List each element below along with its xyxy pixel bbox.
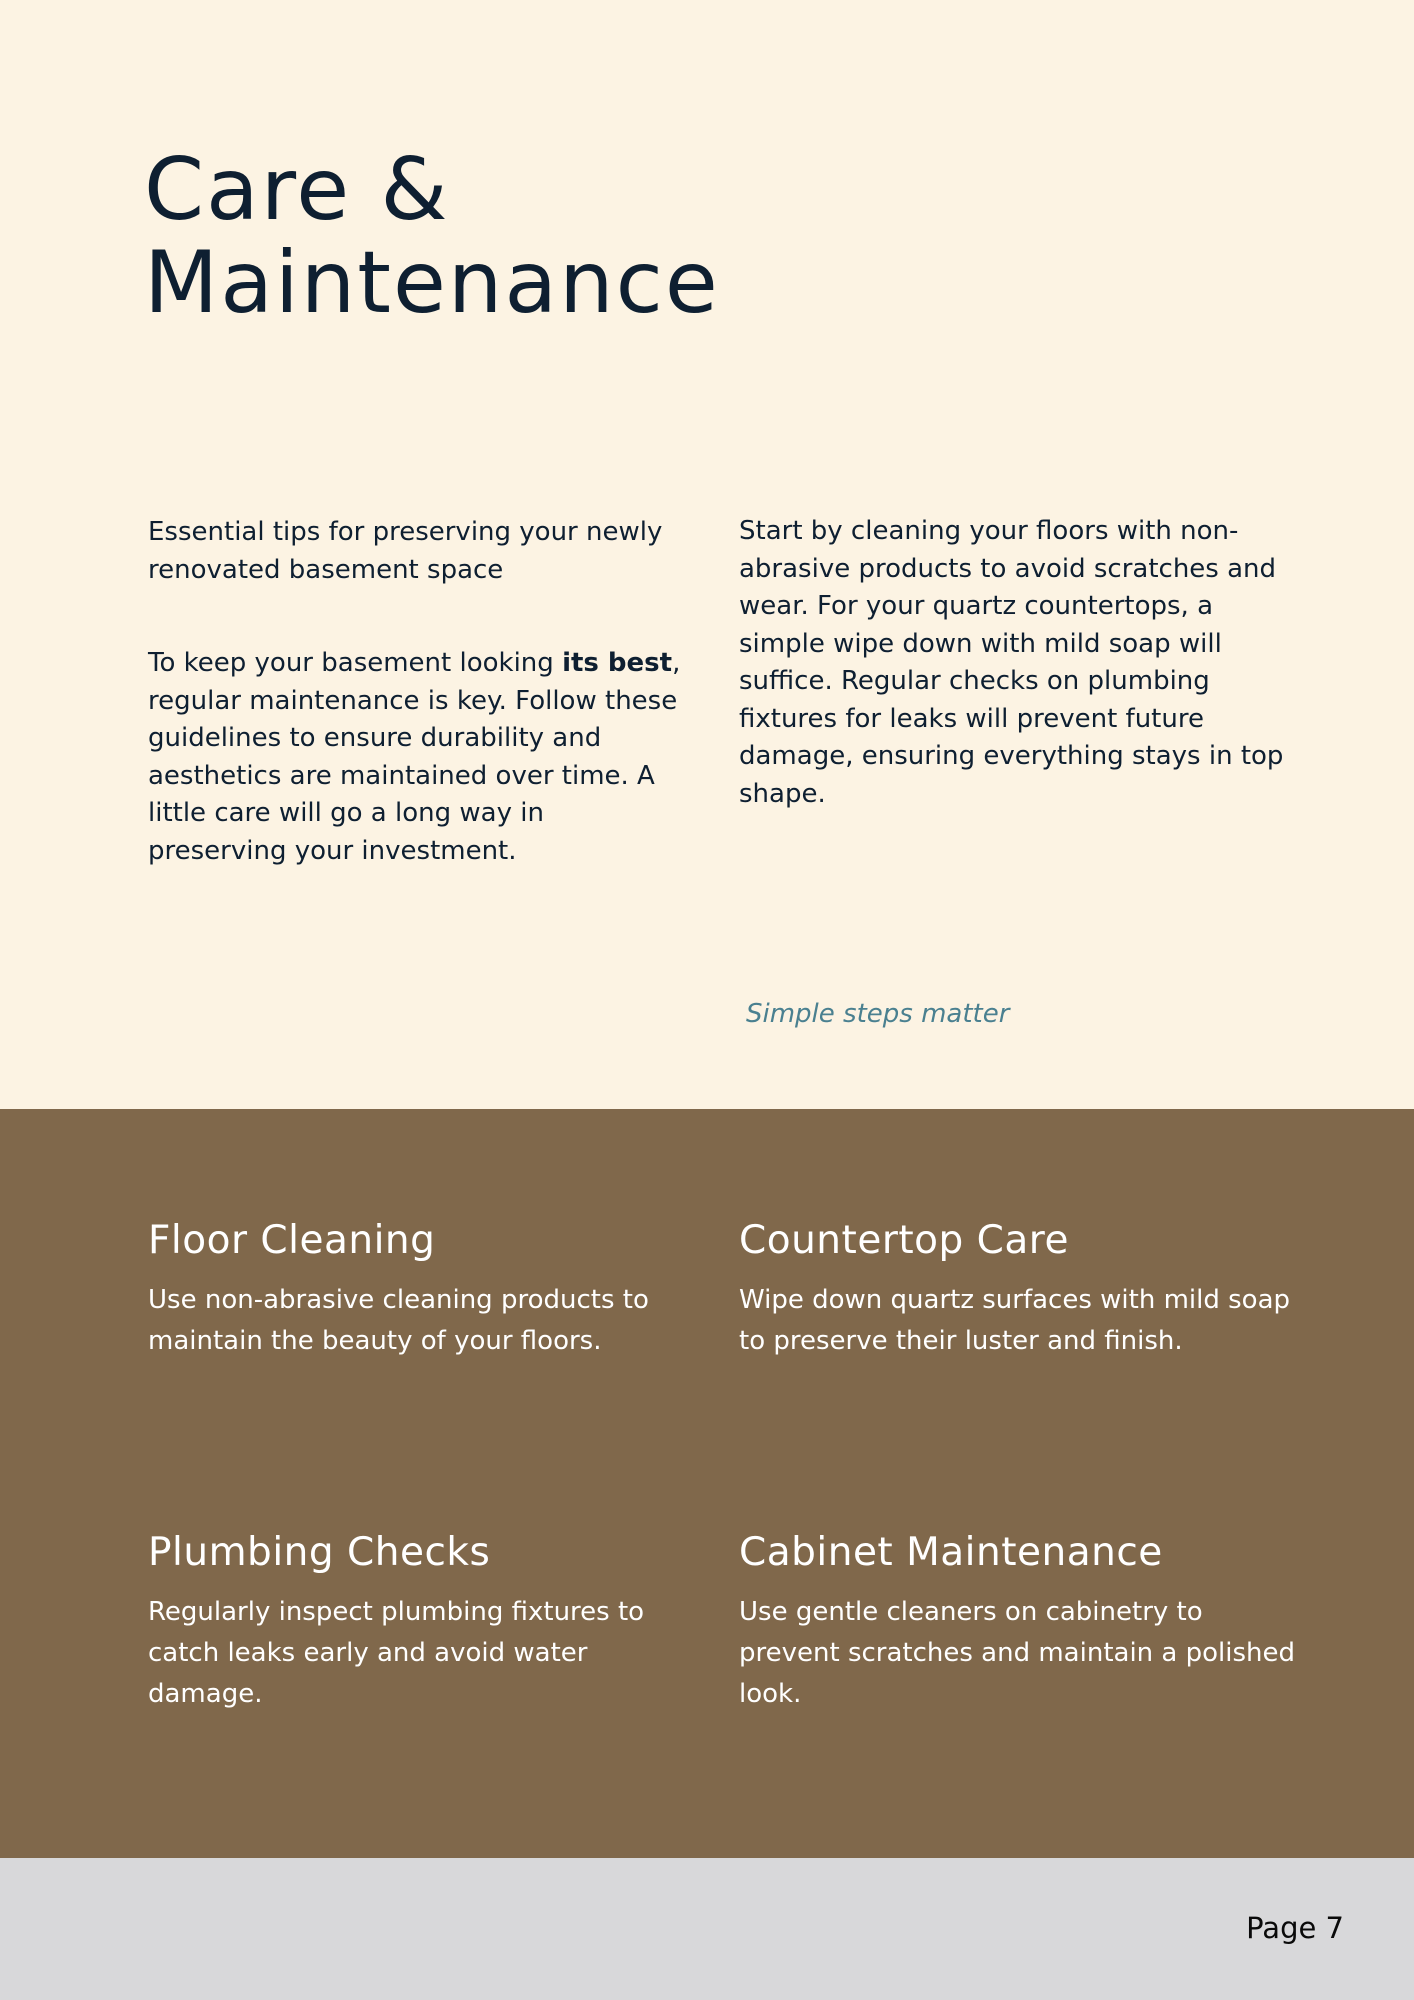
page-title xyxy=(144,140,844,333)
intro-lead-bold: its best xyxy=(562,648,673,678)
intro-paragraph xyxy=(148,645,688,870)
feature-text: Use gentle cleaners on cabinetry to prevent scratches and maintain a polished look. xyxy=(739,1597,1295,1709)
feature-title: Floor Cleaning xyxy=(148,1218,436,1263)
intro-lead-after: , regular maintenance is key. Follow these guidelines to ensure durability and aesthetics are maintained over time. A little care will go a long way in preserving your investment. xyxy=(148,648,681,866)
right-paragraph: Start by cleaning your floors with non-abrasive products to avoid scratches and wear. For your quartz countertops, a simple wipe down with mild soap will suffice. Regular checks on plumbing fixtures for leaks will prevent future damage, ensuring everything stays in top shape. xyxy=(739,516,1284,809)
feature-card-cabinet-maintenance xyxy=(739,1528,1299,1715)
feature-card-plumbing-checks xyxy=(148,1528,708,1715)
feature-text: Regularly inspect plumbing fixtures to catch leaks early and avoid water damage. xyxy=(148,1597,645,1709)
page-title-line-2: Maintenance xyxy=(144,233,720,333)
feature-text: Use non-abrasive cleaning products to maintain the beauty of your floors. xyxy=(148,1285,649,1356)
intro-lead-before: To keep your basement looking xyxy=(148,648,563,678)
page-footer xyxy=(0,1858,1414,2000)
feature-card-countertop-care xyxy=(739,1216,1299,1362)
intro-right-column xyxy=(739,513,1284,813)
tagline: Simple steps matter xyxy=(746,999,1010,1029)
page-title-line-1: Care & xyxy=(144,140,450,240)
intro-left-column xyxy=(148,513,688,870)
features-section xyxy=(0,1109,1414,1858)
feature-card-floor-cleaning xyxy=(148,1216,708,1362)
feature-text: Wipe down quartz surfaces with mild soap to preserve their luster and finish. xyxy=(739,1285,1291,1356)
subtitle: Essential tips for preserving your newly renovated basement space xyxy=(148,517,663,585)
feature-title: Countertop Care xyxy=(739,1218,1069,1263)
feature-title: Plumbing Checks xyxy=(148,1530,491,1575)
feature-title: Cabinet Maintenance xyxy=(739,1530,1163,1575)
page-number: Page 7 xyxy=(1246,1911,1344,1945)
